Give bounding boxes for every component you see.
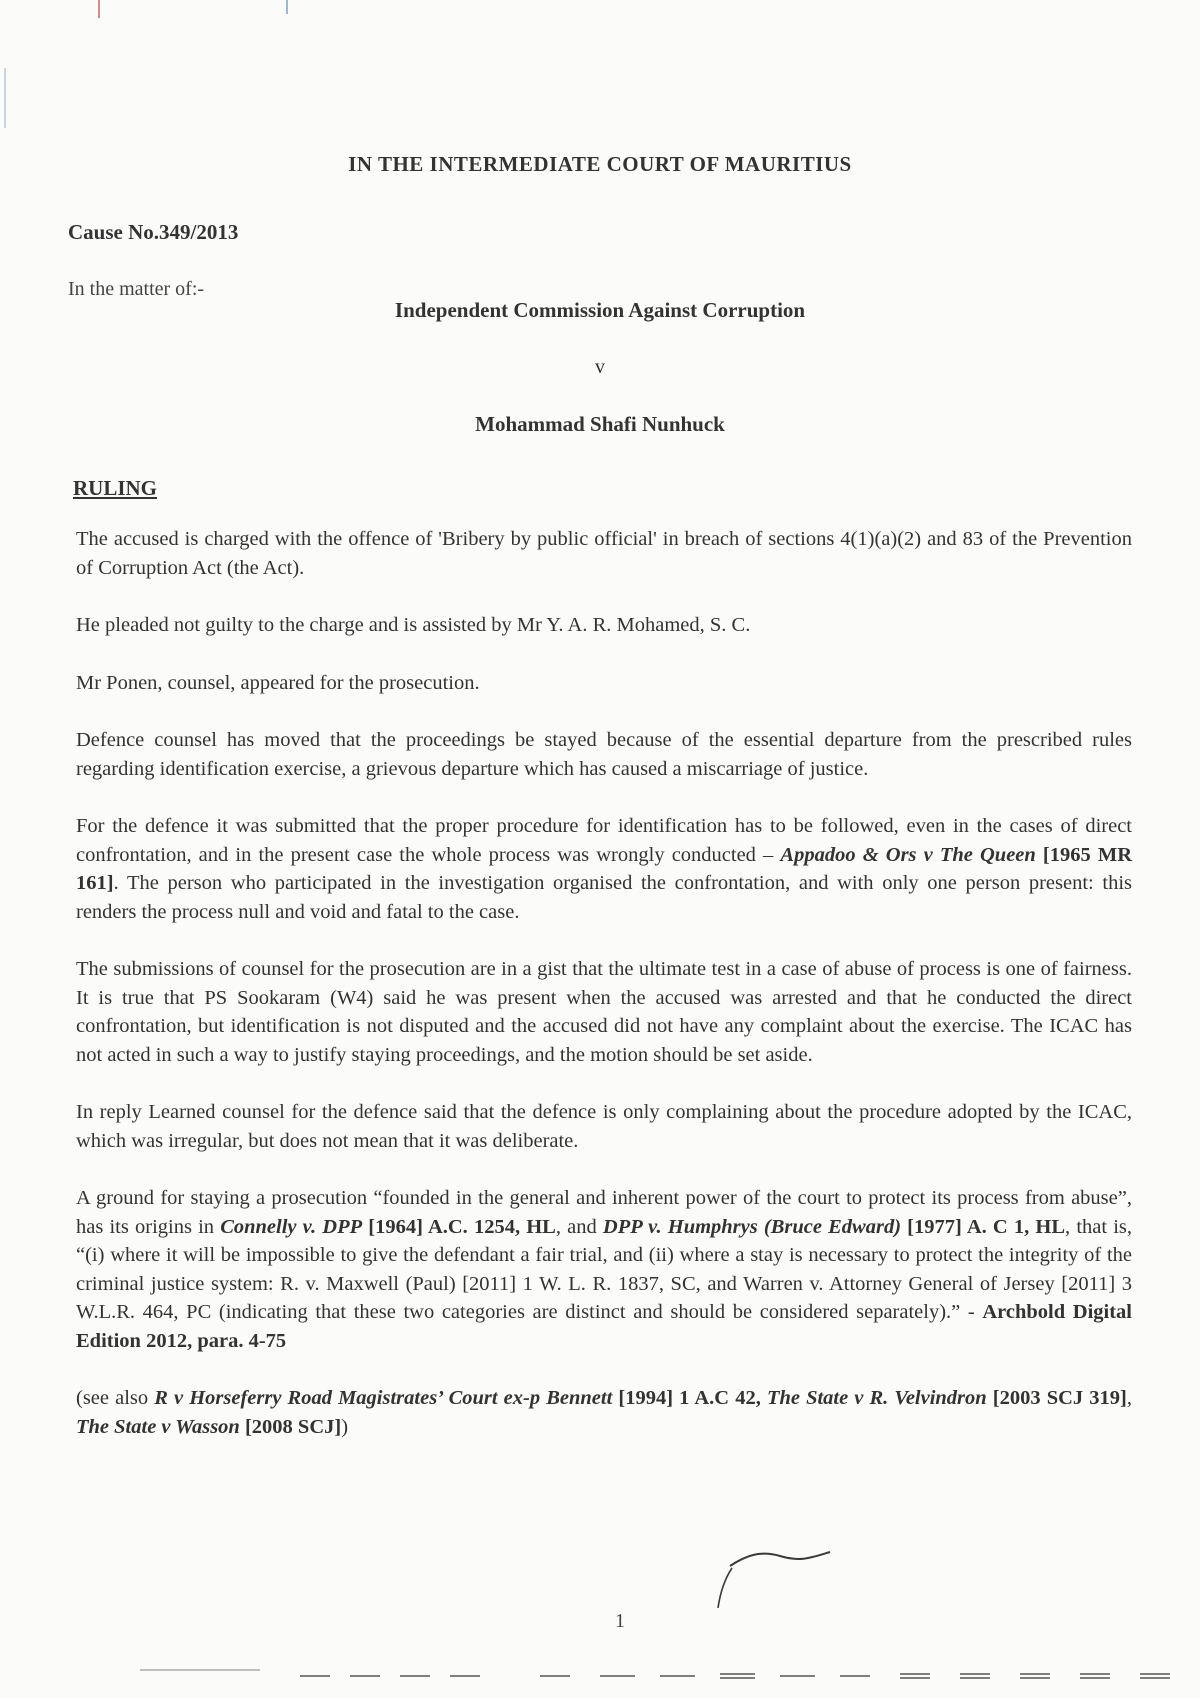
case-reference: Connelly v. DPP bbox=[220, 1215, 363, 1238]
case-citation: [2008 SCJ] bbox=[239, 1415, 342, 1438]
paragraph-text: , and bbox=[555, 1215, 603, 1238]
accused-name: Mohammad Shafi Nunhuck bbox=[475, 412, 725, 436]
case-citation: [2003 SCJ 319] bbox=[986, 1387, 1127, 1409]
case-reference: The State v R. Velvindron bbox=[766, 1387, 987, 1409]
page-number: 1 bbox=[615, 1610, 625, 1632]
ruling-paragraph bbox=[76, 812, 1132, 926]
case-citation: [1965 MR 161] bbox=[76, 843, 1133, 894]
ruling-paragraph: Defence counsel has moved that the proceedings be stayed because of the essential departure from the prescribed rules regarding identification exercise, a grievous departure which has caused a miscarriage of justice. bbox=[76, 729, 1132, 780]
paragraph-text: ) bbox=[341, 1415, 349, 1438]
versus-label: v bbox=[595, 356, 605, 378]
paragraph-text: A ground for staying a prosecution “founded in the general and inherent power of the court to protect its process from abuse”, has its origins in bbox=[76, 1187, 1132, 1238]
case-reference: DPP v. Humphrys (Bruce Edward) bbox=[602, 1215, 902, 1238]
paragraph-text: , that is, “(i) where it will be impossible to give the defendant a fair trial, and (ii) where a stay is necessary to protect the integrity of the criminal justice system: R. v. Maxwell (Paul) [2011] 1 W. L. R. 1837, SC, and Warren v. Attorney General of Jersey [2011] 3 W.L.R. 464, PC (indicating that these two categories are distinct and should be considered separately).” - bbox=[76, 1215, 1133, 1323]
ruling-paragraph bbox=[76, 1184, 1132, 1355]
scan-artifact-mark bbox=[4, 68, 6, 128]
paragraph-text: For the defence it was submitted that the proper procedure for identification has to be followed, even in the cases of direct confrontation, and in the present case the whole process was wrongly conducted – bbox=[76, 815, 1132, 866]
cause-number: Cause No.349/2013 bbox=[68, 220, 239, 244]
case-citation: [1964] A.C. 1254, HL bbox=[362, 1215, 556, 1238]
case-citation: [1994] 1 A.C 42, bbox=[612, 1387, 767, 1409]
ruling-paragraph: The accused is charged with the offence of 'Bribery by public official' in breach of sections 4(1)(a)(2) and 83 of the Prevention of Corruption Act (the Act). bbox=[76, 528, 1132, 579]
matter-label: In the matter of:- bbox=[68, 278, 205, 300]
prosecutor-name: Independent Commission Against Corruption bbox=[394, 298, 806, 322]
ruling-body bbox=[76, 525, 1132, 1470]
ruling-paragraph: Mr Ponen, counsel, appeared for the prosecution. bbox=[76, 671, 480, 694]
paragraph-text: , bbox=[1126, 1387, 1132, 1409]
source-citation: Archbold Digital Edition 2012, para. 4-75 bbox=[76, 1301, 1133, 1352]
ruling-paragraph: He pleaded not guilty to the charge and is assisted by Mr Y. A. R. Mohamed, S. C. bbox=[76, 614, 751, 636]
ruling-paragraph: The submissions of counsel for the prosecution are in a gist that the ultimate test in a case of abuse of process is one of fairness. It is true that PS Sookaram (W4) said he was present when the accused was arrested and that he conducted the direct confrontation, but identification is not disputed and the accused did not have any complaint about the exercise. The ICAC has not acted in such a way to justify staying proceedings, and the motion should be set aside. bbox=[76, 958, 1132, 1066]
footer-dash-line bbox=[140, 1668, 1200, 1680]
scan-artifact-mark bbox=[286, 0, 288, 14]
paragraph-text: (see also bbox=[76, 1387, 155, 1409]
case-reference: The State v Wasson bbox=[76, 1415, 240, 1438]
paragraph-text: . The person who participated in the investigation organised the confrontation, and with only one person present: this renders the process null and void and fatal to the case. bbox=[76, 872, 1132, 923]
case-citation: [1977] A. C 1, HL bbox=[901, 1215, 1066, 1238]
scan-artifact-mark bbox=[98, 0, 100, 18]
court-title: IN THE INTERMEDIATE COURT OF MAURITIUS bbox=[348, 152, 852, 176]
ruling-heading: RULING bbox=[73, 476, 158, 500]
case-reference: Appadoo & Ors v The Queen bbox=[780, 843, 1036, 866]
case-reference: R v Horseferry Road Magistrates’ Court ex-p Bennett bbox=[154, 1387, 613, 1409]
ruling-paragraph: In reply Learned counsel for the defence said that the defence is only complaining about the procedure adopted by the ICAC, which was irregular, but does not mean that it was deliberate. bbox=[76, 1101, 1132, 1152]
ruling-paragraph bbox=[76, 1384, 1132, 1441]
